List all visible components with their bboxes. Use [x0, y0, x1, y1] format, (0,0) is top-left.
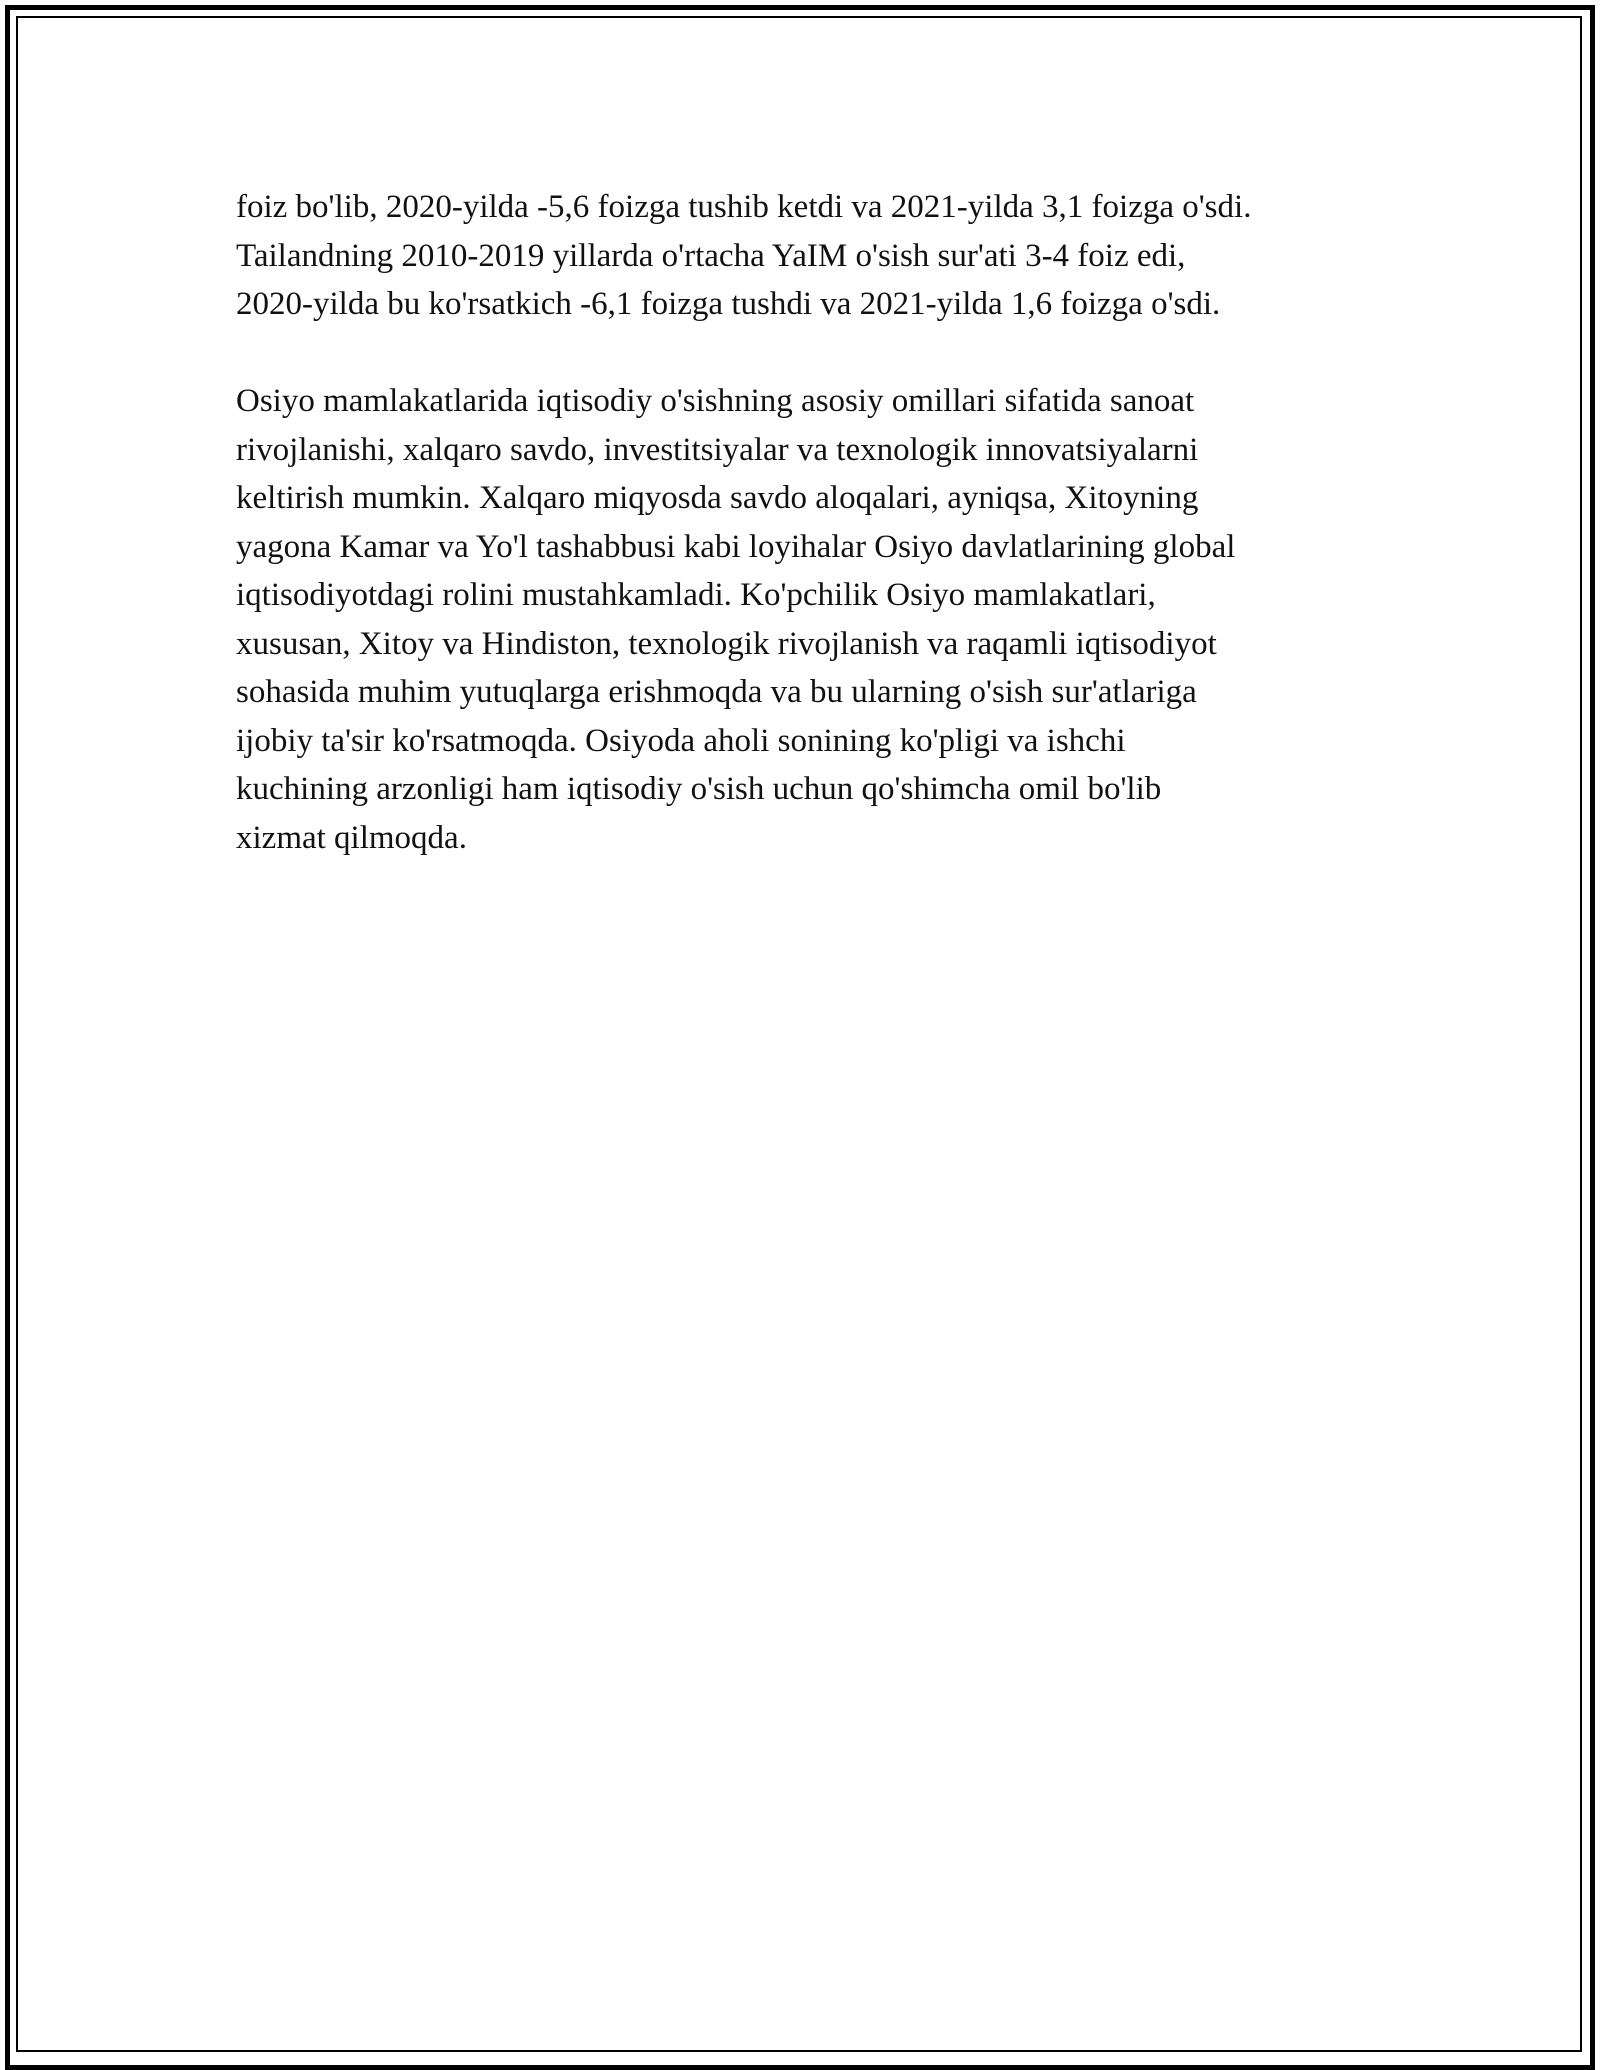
text-line: xususan, Xitoy va Hindiston, texnologik rivojlanish va raqamli iqtisodiyot — [236, 625, 1217, 662]
text-line: xizmat qilmoqda. — [236, 819, 467, 856]
page-body — [236, 183, 1386, 862]
text-line: iqtisodiyotdagi rolini mustahkamladi. Ko'pchilik Osiyo mamlakatlari, — [236, 577, 1156, 613]
text-line: Tailandning 2010-2019 yillarda o'rtacha YaIM o'sish sur'ati 3-4 foiz edi, — [236, 237, 1186, 274]
text-line: rivojlanishi, xalqaro savdo, investitsiyalar va texnologik innovatsiyalarni — [236, 431, 1199, 468]
text-line: ijobiy ta'sir ko'rsatmoqda. Osiyoda aholi sonining ko'pligi va ishchi — [236, 722, 1126, 759]
paragraph-growth-factors — [236, 377, 1386, 862]
text-line: foiz bo'lib, 2020-yilda -5,6 foizga tushib ketdi va 2021-yilda 3,1 foizga o'sdi. — [236, 189, 1252, 225]
text-line: 2020-yilda bu ko'rsatkich -6,1 foizga tushdi va 2021-yilda 1,6 foizga o'sdi. — [236, 286, 1221, 322]
text-line: kuchining arzonligi ham iqtisodiy o'sish uchun qo'shimcha omil bo'lib — [236, 771, 1162, 807]
text-line: yagona Kamar va Yo'l tashabbusi kabi loyihalar Osiyo davlatlarining global — [236, 528, 1236, 565]
text-line: keltirish mumkin. Xalqaro miqyosda savdo aloqalari, ayniqsa, Xitoyning — [236, 480, 1199, 516]
text-line: Osiyo mamlakatlarida iqtisodiy o'sishning asosiy omillari sifatida sanoat — [236, 383, 1195, 419]
paragraph-gdp-growth — [236, 183, 1386, 329]
text-line: sohasida muhim yutuqlarga erishmoqda va bu ularning o'sish sur'atlariga — [236, 674, 1197, 710]
